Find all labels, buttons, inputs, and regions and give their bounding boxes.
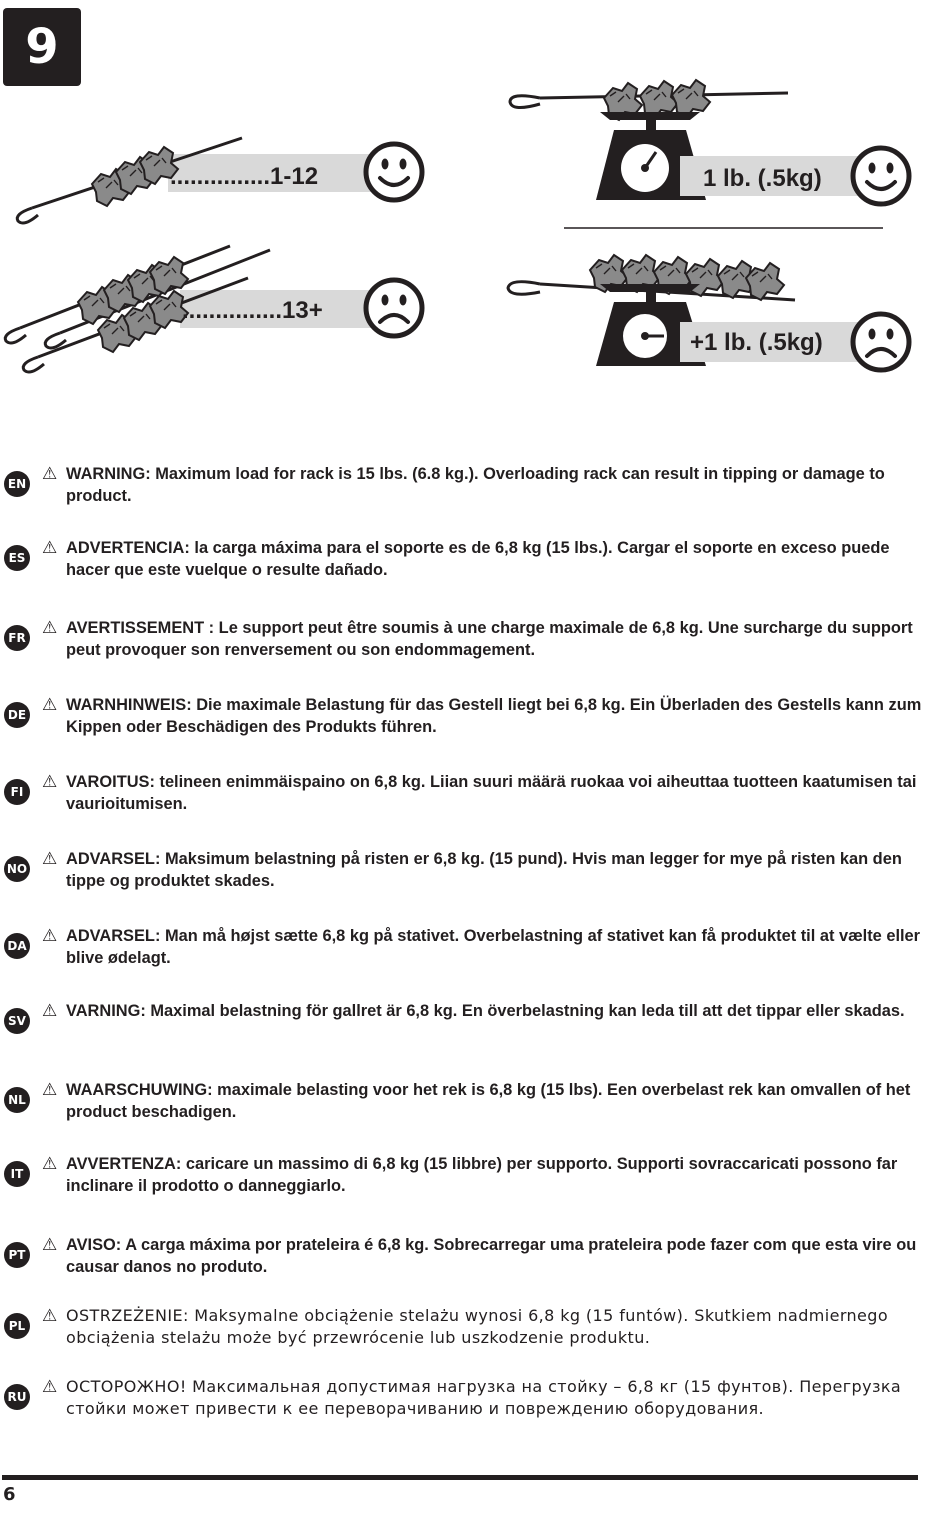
language-badge: FI: [4, 779, 30, 805]
warning-text: ADVARSEL: Maksimum belastning på risten er 6,8 kg. (15 pund). Hvis man legger for mye på risten kan den tippe og produktet skades.: [66, 850, 902, 890]
page-number: 6: [3, 1484, 16, 1505]
language-badge: NL: [4, 1087, 30, 1113]
small-count-label: ...............1-12: [170, 163, 319, 190]
happy-face-icon: [366, 144, 422, 200]
sad-face-icon: [853, 314, 909, 370]
language-badge: PL: [4, 1313, 30, 1339]
warning-text: ADVERTENCIA: la carga máxima para el soporte es de 6,8 kg (15 lbs.). Cargar el soporte en exceso puede hacer que este vuelque o resulte dañado.: [66, 539, 890, 579]
warning-triangle-icon: ⚠: [42, 849, 58, 869]
warning-text: AVVERTENZA: caricare un massimo di 6,8 kg (15 libbre) per supporto. Supporti sovraccaricati possono far inclinare il prodotto o danneggiarlo.: [66, 1155, 898, 1195]
warning-text: AVERTISSEMENT : Le support peut être soumis à une charge maximale de 6,8 kg. Une surcharge du support peut provoquer son renversement ou son endommagement.: [66, 619, 913, 659]
warning-text: VARNING: Maximal belastning för gallret är 6,8 kg. En överbelastning kan leda till att det tippar eller skadas.: [66, 1002, 905, 1020]
warning-text: WARNING: Maximum load for rack is 15 lbs. (6.8 kg.). Overloading rack can result in tipping or damage to product.: [66, 465, 885, 505]
light-weight-label: 1 lb. (.5kg): [703, 165, 822, 192]
step-number: 9: [3, 8, 81, 86]
warning-text: AVISO: A carga máxima por prateleira é 6,8 kg. Sobrecarregar uma prateleira pode fazer com que esta vire ou causar danos no produto.: [66, 1236, 917, 1276]
warning-text: ОСТОРОЖНО! Максимальная допустимая нагрузка на стойку – 6,8 кг (15 фунтов). Перегрузка стойки может привести к ее переворачиванию и повреждению оборудования.: [66, 1377, 902, 1418]
warning-text: OSTRZEŻENIE: Maksymalne obciążenie stelażu wynosi 6,8 kg (15 funtów). Skutkiem nadmiernego obciążenia stelażu może być przewrócenie lub uszkodzenie produktu.: [66, 1306, 889, 1347]
warning-triangle-icon: ⚠: [42, 1306, 58, 1326]
warning-triangle-icon: ⚠: [42, 464, 58, 484]
language-badge: DE: [4, 702, 30, 728]
warning-triangle-icon: ⚠: [42, 618, 58, 638]
warning-triangle-icon: ⚠: [42, 926, 58, 946]
heavy-weight-label: +1 lb. (.5kg): [690, 329, 823, 356]
language-badge: FR: [4, 625, 30, 651]
happy-face-icon: [853, 148, 909, 204]
warning-triangle-icon: ⚠: [42, 1235, 58, 1255]
language-badge: NO: [4, 856, 30, 882]
warning-text: ADVARSEL: Man må højst sætte 6,8 kg på stativet. Overbelastning af stativet kan få produktet til at vælte eller blive ødelagt.: [66, 927, 921, 967]
language-badge: IT: [4, 1161, 30, 1187]
language-badge: ES: [4, 545, 30, 571]
language-badge: PT: [4, 1242, 30, 1268]
warning-text: WAARSCHUWING: maximale belasting voor het rek is 6,8 kg (15 lbs). Een overbelast rek kan omvallen of het product beschadigen.: [66, 1081, 911, 1121]
sad-face-icon: [366, 280, 422, 336]
large-count-label: ...............13+: [182, 297, 323, 324]
warning-triangle-icon: ⚠: [42, 695, 58, 715]
language-badge: RU: [4, 1384, 30, 1410]
warning-triangle-icon: ⚠: [42, 1001, 58, 1021]
language-badge: DA: [4, 933, 30, 959]
warning-triangle-icon: ⚠: [42, 772, 58, 792]
warning-triangle-icon: ⚠: [42, 1154, 58, 1174]
warning-triangle-icon: ⚠: [42, 538, 58, 558]
footer-rule: [2, 1475, 918, 1480]
warning-text: WARNHINWEIS: Die maximale Belastung für das Gestell liegt bei 6,8 kg. Ein Überladen des Gestells kann zum Kippen oder Beschädigen des Produkts führen.: [66, 696, 922, 736]
warning-triangle-icon: ⚠: [42, 1377, 58, 1397]
skewer-illustration: [0, 0, 950, 420]
language-badge: EN: [4, 471, 30, 497]
kitchen-scale-icon: [510, 80, 880, 200]
language-badge: SV: [4, 1008, 30, 1034]
warning-text: VAROITUS: telineen enimmäispaino on 6,8 kg. Liian suuri määrä ruokaa voi aiheuttaa tuotteen kaatumisen tai vaurioitumisen.: [66, 773, 917, 813]
warning-triangle-icon: ⚠: [42, 1080, 58, 1100]
